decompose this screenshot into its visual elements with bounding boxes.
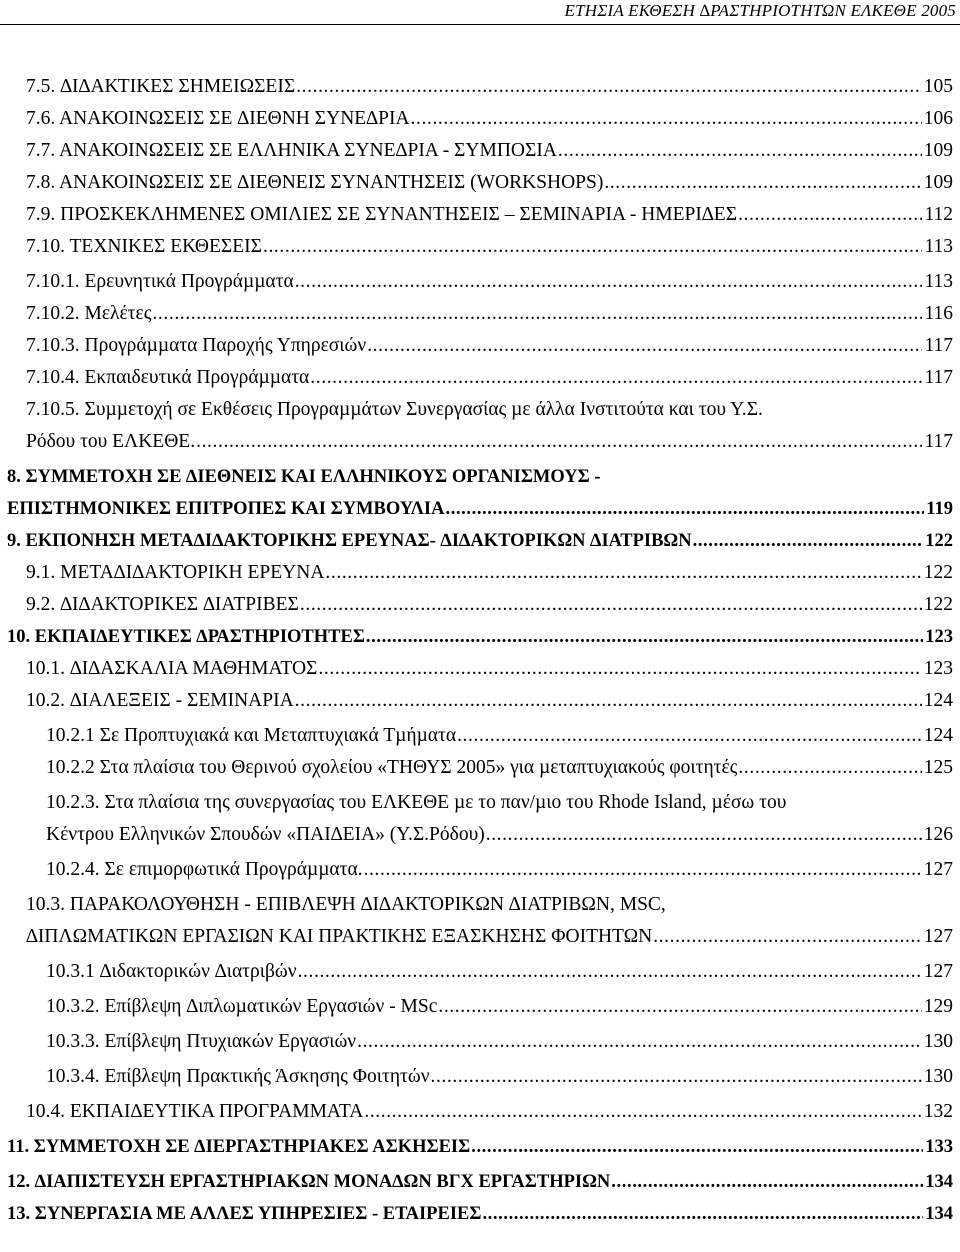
toc-entry-page: 134: [925, 1172, 953, 1192]
toc-entry[interactable]: [0, 362, 960, 394]
toc-entry[interactable]: [0, 461, 960, 525]
toc-entry-page: 112: [924, 204, 953, 225]
toc-entry-title: 10.3.4. Επίβλεψη Πρακτικής Άσκησης Φοιτητών: [46, 1066, 430, 1087]
toc-entry-page: 116: [924, 303, 953, 324]
toc-entry[interactable]: [0, 525, 960, 557]
leader-dots: [296, 71, 922, 103]
toc-entry[interactable]: [0, 167, 960, 199]
toc-entry[interactable]: [0, 991, 960, 1023]
leader-dots: [318, 653, 921, 685]
toc-entry[interactable]: [0, 854, 960, 886]
toc-entry-page: 124: [923, 725, 953, 746]
toc-entry-title: 11. ΣΥΜΜΕΤΟΧΗ ΣΕ ∆ΙΕΡΓΑΣΤΗΡΙΑΚΕΣ ΑΣΚΗΣΕΙΣ: [7, 1137, 471, 1157]
toc-entry-page: 127: [923, 961, 953, 982]
toc-entry-page: 109: [923, 172, 953, 193]
toc-entry-page: 133: [925, 1137, 953, 1157]
toc-entry[interactable]: [0, 589, 960, 621]
leader-dots: [738, 199, 922, 231]
leader-dots: [457, 720, 922, 752]
toc-entry-title: 9.1. ΜΕΤΑ∆Ι∆ΑΚΤΟΡΙΚΗ ΕΡΕΥΝΑ: [26, 562, 325, 583]
toc-entry-page: 113: [924, 271, 953, 292]
toc-entry-title: 7.5. ∆Ι∆ΑΚΤΙΚΕΣ ΣΗΜΕΙΩΣΕΙΣ: [26, 76, 296, 97]
toc-entry-page: 105: [923, 76, 953, 97]
toc-entry[interactable]: [0, 71, 960, 103]
leader-dots: [611, 1166, 923, 1198]
leader-dots: [152, 298, 922, 330]
toc-entry-page: 127: [923, 859, 953, 880]
toc-entry[interactable]: [0, 787, 960, 851]
toc-entry[interactable]: [0, 266, 960, 298]
leader-dots: [367, 330, 922, 362]
leader-dots: [295, 685, 922, 717]
toc-entry-page: 123: [923, 658, 953, 679]
toc-entry-title: 10.4. ΕΚΠΑΙ∆ΕΥΤΙΚΑ ΠΡΟΓΡΑΜΜΑΤΑ: [26, 1101, 364, 1122]
toc-entry-page: 117: [924, 367, 953, 388]
toc-entry-title: Κέντρου Ελληνικών Σπουδών «ΠΑΙ∆ΕΙΑ» (Υ.Σ.Ρόδου): [46, 824, 485, 845]
leader-dots: [196, 426, 922, 458]
toc-entry-page: 127: [923, 926, 953, 947]
toc-entry-title: 9.2. ∆Ι∆ΑΚΤΟΡΙΚΕΣ ∆ΙΑΤΡΙΒΕΣ: [26, 594, 299, 615]
toc-entry-title: 10.2.2 Στα πλαίσια του Θερινού σχολείου «ΤΗΘΥΣ 2005» για µεταπτυχιακούς φοιτητές: [46, 757, 738, 778]
toc-entry-title-line: 10.3. ΠΑΡΑΚΟΛΟΥΘΗΣΗ - ΕΠΙΒΛΕΨΗ ∆Ι∆ΑΚΤΟΡΙΚΩΝ ∆ΙΑΤΡΙΒΩΝ, MSC,: [26, 894, 666, 915]
leader-dots: [486, 819, 922, 851]
toc-entry-title: 7.10.3. Προγράµµατα Παροχής Υπηρεσιών: [26, 335, 367, 356]
toc-entry-title: Ρόδου του ΕΛΚΕΘΕ.: [26, 431, 196, 452]
leader-dots: [298, 956, 922, 988]
toc-entry[interactable]: [0, 1131, 960, 1163]
toc-entry-title: 9. ΕΚΠΟΝΗΣΗ ΜΕΤΑ∆Ι∆ΑΚΤΟΡΙΚΗΣ ΕΡΕΥΝΑΣ- ∆Ι∆ΑΚΤΟΡΙΚΩΝ ∆ΙΑΤΡΙΒΩΝ: [7, 531, 692, 551]
leader-dots: [310, 362, 922, 394]
leader-dots: [411, 103, 922, 135]
toc-entry-page: 119: [926, 499, 953, 519]
toc-entry-page: 130: [923, 1066, 953, 1087]
toc-entry-page: 129: [923, 996, 953, 1017]
toc-entry-title: 7.10.1. Ερευνητικά Προγράµµατα: [26, 271, 294, 292]
toc-entry-title: 13. ΣΥΝΕΡΓΑΣΙΑ ΜΕ ΑΛΛΕΣ ΥΠΗΡΕΣΙΕΣ - ΕΤΑΙΡΕΙΕΣ: [7, 1204, 482, 1224]
toc-entry-title: 12. ∆ΙΑΠΙΣΤΕΥΣΗ ΕΡΓΑΣΤΗΡΙΑΚΩΝ ΜΟΝΑ∆ΩΝ ΒΓΧ ΕΡΓΑΣΤΗΡΙΩΝ: [7, 1172, 611, 1192]
toc-entry-page: 117: [924, 335, 953, 356]
leader-dots: [431, 1061, 922, 1093]
toc-entry[interactable]: [0, 889, 960, 953]
toc-entry-title: 7.7. ΑΝΑΚΟΙΝΩΣΕΙΣ ΣΕ ΕΛΛΗΝΙΚΑ ΣΥΝΕ∆ΡΙΑ - ΣΥΜΠΟΣΙΑ: [26, 140, 557, 161]
toc-entry[interactable]: [0, 135, 960, 167]
toc-entry[interactable]: [0, 1096, 960, 1128]
leader-dots: [653, 921, 922, 953]
toc-entry-title-line: 7.10.5. Συµµετοχή σε Εκθέσεις Προγραµµάτων Συνεργασίας µε άλλα Ινστιτούτα και του Υ.Σ.: [26, 399, 763, 420]
toc-entry-page: 126: [923, 824, 953, 845]
leader-dots: [364, 854, 922, 886]
toc-entry-title: 7.10. ΤΕΧΝΙΚΕΣ ΕΚΘΕΣΕΙΣ: [26, 236, 262, 257]
leader-dots: [364, 1096, 921, 1128]
toc-entry[interactable]: [0, 103, 960, 135]
toc-entry-page: 117: [924, 431, 953, 452]
toc-entry[interactable]: [0, 621, 960, 653]
toc-entry-title: 7.10.2. Μελέτες: [26, 303, 152, 324]
toc-entry[interactable]: [0, 1026, 960, 1058]
toc-entry-title: 10. ΕΚΠΑΙ∆ΕΥΤΙΚΕΣ ∆ΡΑΣΤΗΡΙΟΤΗΤΕΣ: [7, 627, 365, 647]
toc-entry-title-line: 10.2.3. Στα πλαίσια της συνεργασίας του ΕΛΚΕΘΕ µε το παν/µιο του Rhode Island, µέσω του: [46, 792, 787, 813]
toc-entry[interactable]: [0, 298, 960, 330]
leader-dots: [604, 167, 921, 199]
toc-entry-page: 106: [923, 108, 953, 129]
leader-dots: [445, 493, 924, 525]
toc-entry-title: 10.2.1 Σε Προπτυχιακά και Μεταπτυχιακά Τµήµατα: [46, 725, 457, 746]
toc-entry-page: 130: [923, 1031, 953, 1052]
toc-entry-title: ∆ΙΠΛΩΜΑΤΙΚΩΝ ΕΡΓΑΣΙΩΝ ΚΑΙ ΠΡΑΚΤΙΚΗΣ ΕΞΑΣΚΗΣΗΣ ΦΟΙΤΗΤΩΝ: [26, 926, 653, 947]
toc-entry[interactable]: [0, 685, 960, 717]
toc-entry-page: 132: [923, 1101, 953, 1122]
toc-entry-page: 113: [924, 236, 953, 257]
toc-entry-title: 7.9. ΠΡΟΣΚΕΚΛΗΜΕΝΕΣ ΟΜΙΛΙΕΣ ΣΕ ΣΥΝΑΝΤΗΣΕΙΣ – ΣΕΜΙΝΑΡΙΑ - ΗΜΕΡΙ∆ΕΣ: [26, 204, 738, 225]
toc-entry[interactable]: [0, 1061, 960, 1093]
toc-entry-page: 109: [923, 140, 953, 161]
document-title: ΕΤΗΣΙΑ ΕΚΘΕΣΗ ∆ΡΑΣΤΗΡΙΟΤΗΤΩΝ ΕΛΚΕΘΕ 2005: [564, 1, 956, 20]
toc-entry[interactable]: [0, 1198, 960, 1230]
table-of-contents: [0, 71, 960, 1230]
toc-entry-title: 7.8. ΑΝΑΚΟΙΝΩΣΕΙΣ ΣΕ ∆ΙΕΘΝΕΙΣ ΣΥΝΑΝΤΗΣΕΙΣ (WORKSHOPS): [26, 172, 604, 193]
toc-entry-page: 122: [923, 594, 953, 615]
toc-entry[interactable]: [0, 956, 960, 988]
toc-entry-title: 10.2.4. Σε επιµορφωτικά Προγράµµατα.: [46, 859, 363, 880]
toc-entry-title: 10.3.3. Επίβλεψη Πτυχιακών Εργασιών: [46, 1031, 357, 1052]
toc-entry[interactable]: [0, 1166, 960, 1198]
leader-dots: [366, 621, 923, 653]
toc-entry[interactable]: [0, 752, 960, 784]
toc-entry-title-line: 8. ΣΥΜΜΕΤΟΧΗ ΣΕ ∆ΙΕΘΝΕΙΣ ΚΑΙ ΕΛΛΗΝΙΚΟΥΣ ΟΡΓΑΝΙΣΜΟΥΣ -: [7, 467, 601, 487]
leader-dots: [471, 1131, 923, 1163]
leader-dots: [300, 589, 922, 621]
toc-entry-title: 10.3.1 ∆ιδακτορικών ∆ιατριβών: [46, 961, 297, 982]
toc-entry-page: 134: [925, 1204, 953, 1224]
toc-entry-page: 122: [923, 562, 953, 583]
running-header: [0, 0, 960, 25]
leader-dots: [263, 231, 922, 263]
leader-dots: [693, 525, 924, 557]
toc-entry-title: 7.6. ΑΝΑΚΟΙΝΩΣΕΙΣ ΣΕ ∆ΙΕΘΝΗ ΣΥΝΕ∆ΡΙΑ: [26, 108, 410, 129]
toc-entry-page: 122: [925, 531, 953, 551]
toc-entry[interactable]: [0, 231, 960, 263]
toc-entry-title: 10.1. ∆Ι∆ΑΣΚΑΛΙΑ ΜΑΘΗΜΑΤΟΣ: [26, 658, 318, 679]
leader-dots: [357, 1026, 922, 1058]
toc-entry[interactable]: [0, 557, 960, 589]
toc-entry[interactable]: [0, 653, 960, 685]
toc-entry-title: 10.3.2. Επίβλεψη ∆ιπλωµατικών Εργασιών - MSc: [46, 996, 438, 1017]
toc-entry-page: 124: [923, 690, 953, 711]
toc-entry[interactable]: [0, 720, 960, 752]
toc-entry[interactable]: [0, 394, 960, 458]
toc-entry[interactable]: [0, 199, 960, 231]
leader-dots: [438, 991, 921, 1023]
toc-entry-page: 125: [923, 757, 953, 778]
leader-dots: [295, 266, 923, 298]
toc-entry[interactable]: [0, 330, 960, 362]
toc-entry-title: ΕΠΙΣΤΗΜΟΝΙΚΕΣ ΕΠΙΤΡΟΠΕΣ ΚΑΙ ΣΥΜΒΟΥΛΙΑ: [7, 499, 445, 519]
toc-entry-page: 123: [925, 627, 953, 647]
leader-dots: [738, 752, 921, 784]
leader-dots: [325, 557, 921, 589]
toc-entry-title: 10.2. ∆ΙΑΛΕΞΕΙΣ - ΣΕΜΙΝΑΡΙΑ: [26, 690, 294, 711]
toc-entry-title: 7.10.4. Εκπαιδευτικά Προγράµµατα: [26, 367, 310, 388]
leader-dots: [482, 1198, 923, 1230]
leader-dots: [558, 135, 922, 167]
